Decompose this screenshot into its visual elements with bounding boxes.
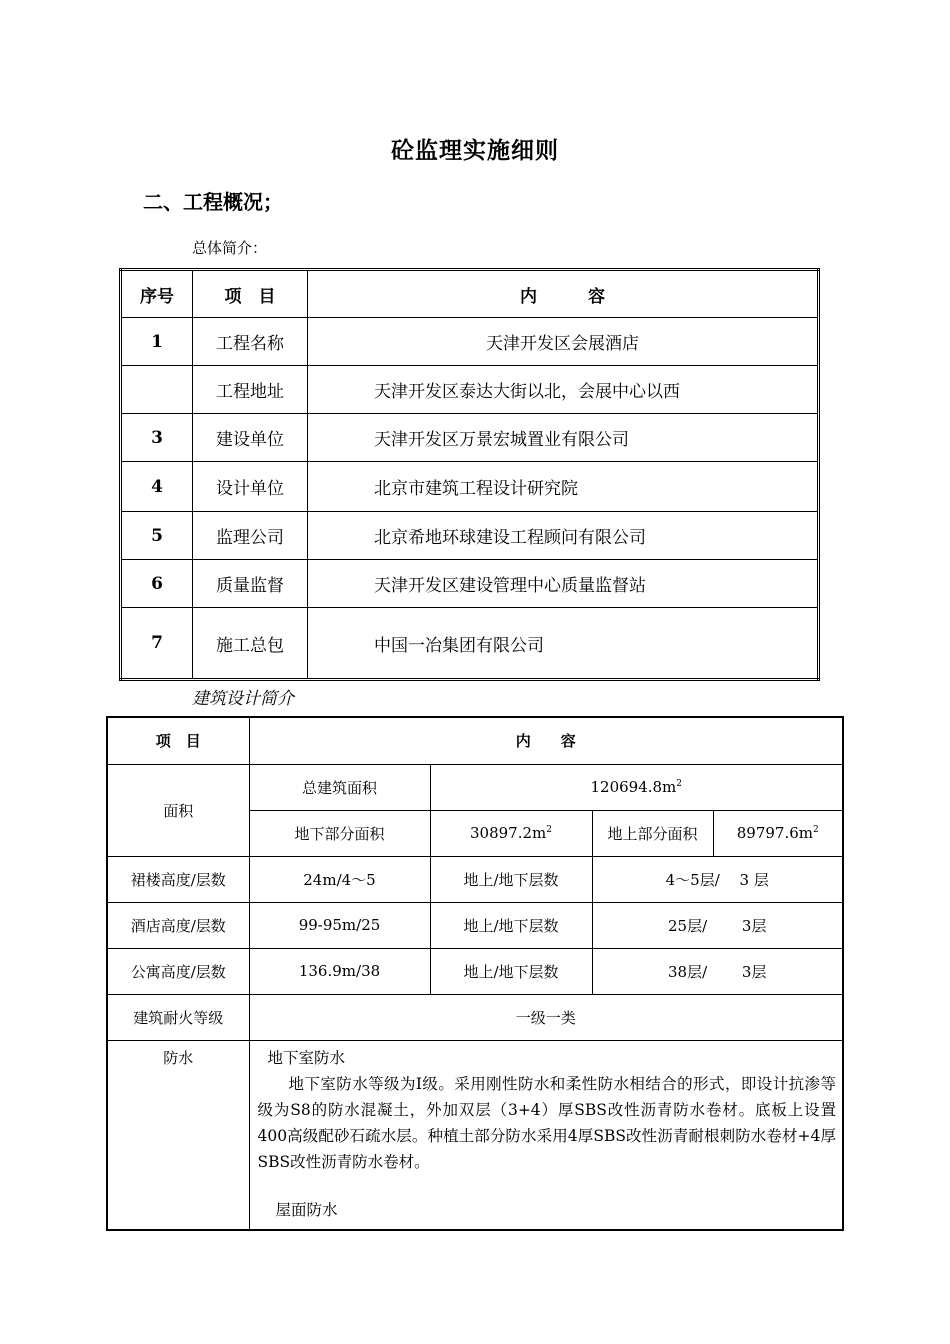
- design-header-row: [107, 717, 843, 764]
- row-content: 北京希地环球建设工程顾问有限公司: [308, 512, 819, 560]
- header-content: 内 容: [308, 270, 819, 318]
- document-title: 砼监理实施细则: [391, 137, 559, 164]
- floors-label: 地上/地下层数: [430, 902, 592, 948]
- height-value: 99-95m/25: [249, 902, 430, 948]
- row-item: 设计单位: [193, 462, 308, 512]
- floors-value: 25层/ 3层: [592, 902, 843, 948]
- height-label: 裙楼高度/层数: [107, 856, 249, 902]
- row-no: 5: [121, 512, 193, 560]
- table-row: [121, 318, 819, 366]
- table-row: [121, 366, 819, 414]
- basement-waterproof-text: 地下室防水等级为Ⅰ级。采用刚性防水和柔性防水相结合的形式，即设计抗渗等级为S8的防水混凝土，外加双层（3+4）厚SBS改性沥青防水卷材。底板上设置400高级配砂石疏水层。种植土部分防水采用4厚SBS改性沥青耐根刺防水卷材+4厚SBS改性沥青防水卷材。: [257, 1074, 836, 1171]
- row-content: 天津开发区万景宏城置业有限公司: [308, 414, 819, 462]
- table-row: [107, 1040, 843, 1230]
- aboveground-area-label: 地上部分面积: [592, 810, 713, 856]
- row-item: 质量监督: [193, 560, 308, 608]
- height-label: 公寓高度/层数: [107, 948, 249, 994]
- waterproof-label: 防水: [107, 1040, 249, 1230]
- row-no: 1: [121, 318, 193, 366]
- table-row: [107, 856, 843, 902]
- header-item: 项 目: [193, 270, 308, 318]
- table-row: [121, 512, 819, 560]
- floors-value: 4～5层/ 3 层: [592, 856, 843, 902]
- row-item: 施工总包: [193, 608, 308, 680]
- table-row: [107, 994, 843, 1040]
- total-area-label: 总建筑面积: [249, 764, 430, 810]
- basement-waterproof-title: 地下室防水: [267, 1048, 346, 1067]
- height-value: 24m/4～5: [249, 856, 430, 902]
- table-row: [121, 414, 819, 462]
- fire-rating-value: 一级一类: [249, 994, 843, 1040]
- row-content: 北京市建筑工程设计研究院: [308, 462, 819, 512]
- row-no: 7: [121, 608, 193, 680]
- design-table: [106, 716, 844, 1231]
- fire-rating-label: 建筑耐火等级: [107, 994, 249, 1040]
- row-item: 建设单位: [193, 414, 308, 462]
- table-row: [107, 948, 843, 994]
- waterproof-content: [249, 1040, 843, 1230]
- underground-area-label: 地下部分面积: [249, 810, 430, 856]
- design-label: 建筑设计简介: [192, 689, 294, 709]
- row-item: 工程地址: [193, 366, 308, 414]
- height-value: 136.9m/38: [249, 948, 430, 994]
- row-no: 3: [121, 414, 193, 462]
- aboveground-area-value: $89797.6m^2$: [713, 810, 843, 856]
- row-content: 天津开发区建设管理中心质量监督站: [308, 560, 819, 608]
- row-content: 天津开发区会展酒店: [308, 318, 819, 366]
- floors-value: 38层/ 3层: [592, 948, 843, 994]
- table-row: [107, 764, 843, 810]
- table-row: [121, 462, 819, 512]
- roof-waterproof-title: 屋面防水: [275, 1200, 338, 1219]
- table-row: [121, 560, 819, 608]
- row-no: 6: [121, 560, 193, 608]
- row-item: 监理公司: [193, 512, 308, 560]
- total-area-value: $120694.8m^2$: [430, 764, 843, 810]
- area-label: 面积: [107, 764, 249, 856]
- underground-area-value: $30897.2m^2$: [430, 810, 592, 856]
- header-content: 内 容: [249, 717, 843, 764]
- overview-header-row: [121, 270, 819, 318]
- section-heading: 二、工程概况；: [143, 190, 283, 214]
- height-label: 酒店高度/层数: [107, 902, 249, 948]
- floors-label: 地上/地下层数: [430, 948, 592, 994]
- header-item: 项 目: [107, 717, 249, 764]
- header-no: 序号: [121, 270, 193, 318]
- overview-table: [119, 268, 820, 681]
- floors-label: 地上/地下层数: [430, 856, 592, 902]
- row-content: 天津开发区泰达大街以北，会展中心以西: [308, 366, 819, 414]
- row-content: 中国一冶集团有限公司: [308, 608, 819, 680]
- row-no: [121, 366, 193, 414]
- overview-label: 总体简介：: [192, 239, 268, 257]
- table-row: [121, 608, 819, 680]
- row-item: 工程名称: [193, 318, 308, 366]
- table-row: [107, 902, 843, 948]
- row-no: 4: [121, 462, 193, 512]
